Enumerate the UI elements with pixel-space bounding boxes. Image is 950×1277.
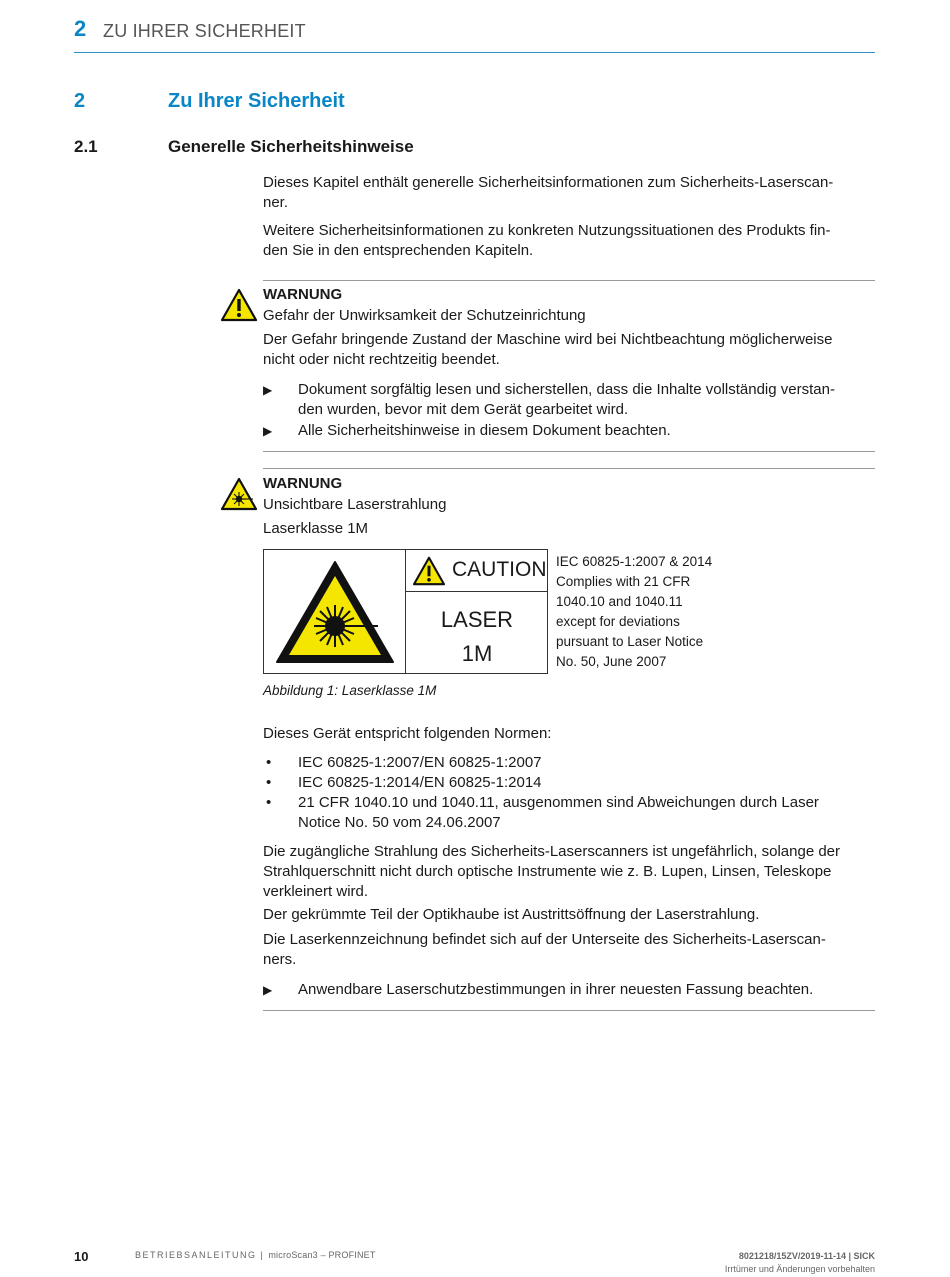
warning2-subtitle: Unsichtbare Laserstrahlung [263, 496, 447, 513]
laser-class: Laserklasse 1M [263, 520, 369, 537]
footer-document-type: BETRIEBSANLEITUNG | microScan3 – PROFINET [135, 1250, 376, 1260]
heading2-title: Generelle Sicherheitshinweise [168, 137, 414, 156]
page-number: 10 [74, 1249, 89, 1264]
warning1-title: WARNUNG [263, 286, 343, 303]
label-location-paragraph: Die Laserkennzeichnung befindet sich auf der Unterseite des Sicherheits-Laserscan- ners. [263, 931, 826, 968]
caution-text: CAUTION [452, 558, 547, 581]
warning1-bottom-rule [263, 451, 875, 452]
norm-item-3: 21 CFR 1040.10 und 1040.11, ausgenommen sind Abweichungen durch Laser Notice No. 50 vom 24.06.2007 [298, 794, 819, 831]
step-arrow-icon: ▶ [263, 424, 273, 438]
running-header [74, 16, 875, 53]
warning2-top-rule [263, 468, 875, 469]
norm-item-2: IEC 60825-1:2014/EN 60825-1:2014 [298, 774, 542, 791]
norm-item-1: IEC 60825-1:2007/EN 60825-1:2007 [298, 754, 542, 771]
heading2-number: 2.1 [74, 137, 98, 156]
warning1-step-1: Dokument sorgfältig lesen und sicherstellen, dass die Inhalte vollständig verstan- den wurden, bevor mit dem Gerät gearbeitet wird. [298, 381, 835, 418]
intro-paragraph-1: Dieses Kapitel enthält generelle Sicherheitsinformationen zum Sicherheits-Laserscan- ner. [263, 174, 834, 211]
warning1-subtitle: Gefahr der Unwirksamkeit der Schutzeinrichtung [263, 307, 586, 324]
bullet-icon: • [266, 754, 272, 771]
heading1-number: 2 [74, 90, 86, 112]
norms-intro: Dieses Gerät entspricht folgenden Normen: [263, 725, 552, 742]
warning1-top-rule [263, 280, 875, 281]
laser-hazard-icon [274, 559, 396, 665]
label-horizontal-divider [405, 591, 548, 592]
laser-label [263, 549, 548, 674]
radiation-paragraph: Die zugängliche Strahlung des Sicherheits-Laserscanners ist ungefährlich, solange der Strahlquerschnitt nicht durch optische Instrumente wie z. B. Lupen, Linsen, Teleskope verkleinert wird. [263, 843, 841, 900]
laser-class-text: LASER 1M [440, 607, 514, 666]
warning1-step-2: Alle Sicherheitshinweise in diesem Dokument beachten. [298, 422, 671, 439]
heading1-title: Zu Ihrer Sicherheit [168, 90, 345, 112]
intro-paragraph-2: Weitere Sicherheitsinformationen zu konkreten Nutzungssituationen des Produkts fin- den Sie in den entsprechenden Kapiteln. [263, 222, 831, 259]
warning-triangle-icon [220, 288, 258, 322]
exit-opening-paragraph: Der gekrümmte Teil der Optikhaube ist Austrittsöffnung der Laserstrahlung. [263, 906, 760, 923]
footer-document-id: 8021218/15ZV/2019-11-14 | SICK Irrtümer und Änderungen vorbehalten [724, 1251, 875, 1274]
iec-compliance-text: IEC 60825-1:2007 & 2014 Complies with 21 CFR 1040.10 and 1040.11 except for deviations pursuant to Laser Notice No. 50, June 2007 [556, 554, 713, 669]
bullet-icon: • [266, 774, 272, 791]
warning2-bottom-rule [263, 1010, 875, 1011]
header-chapter-title: ZU IHRER SICHERHEIT [103, 21, 306, 41]
figure-caption: Abbildung 1: Laserklasse 1M [263, 683, 437, 698]
caution-triangle-icon [412, 556, 446, 586]
warning1-text: Der Gefahr bringende Zustand der Maschine wird bei Nichtbeachtung möglicherweise nicht oder nicht rechtzeitig beendet. [263, 331, 833, 368]
step-arrow-icon: ▶ [263, 983, 273, 997]
laser-warning-icon [220, 477, 258, 511]
warning2-step: Anwendbare Laserschutzbestimmungen in ihrer neuesten Fassung beachten. [298, 981, 814, 998]
step-arrow-icon: ▶ [263, 383, 273, 397]
bullet-icon: • [266, 794, 272, 811]
header-chapter-number: 2 [74, 16, 87, 41]
warning2-title: WARNUNG [263, 475, 343, 492]
